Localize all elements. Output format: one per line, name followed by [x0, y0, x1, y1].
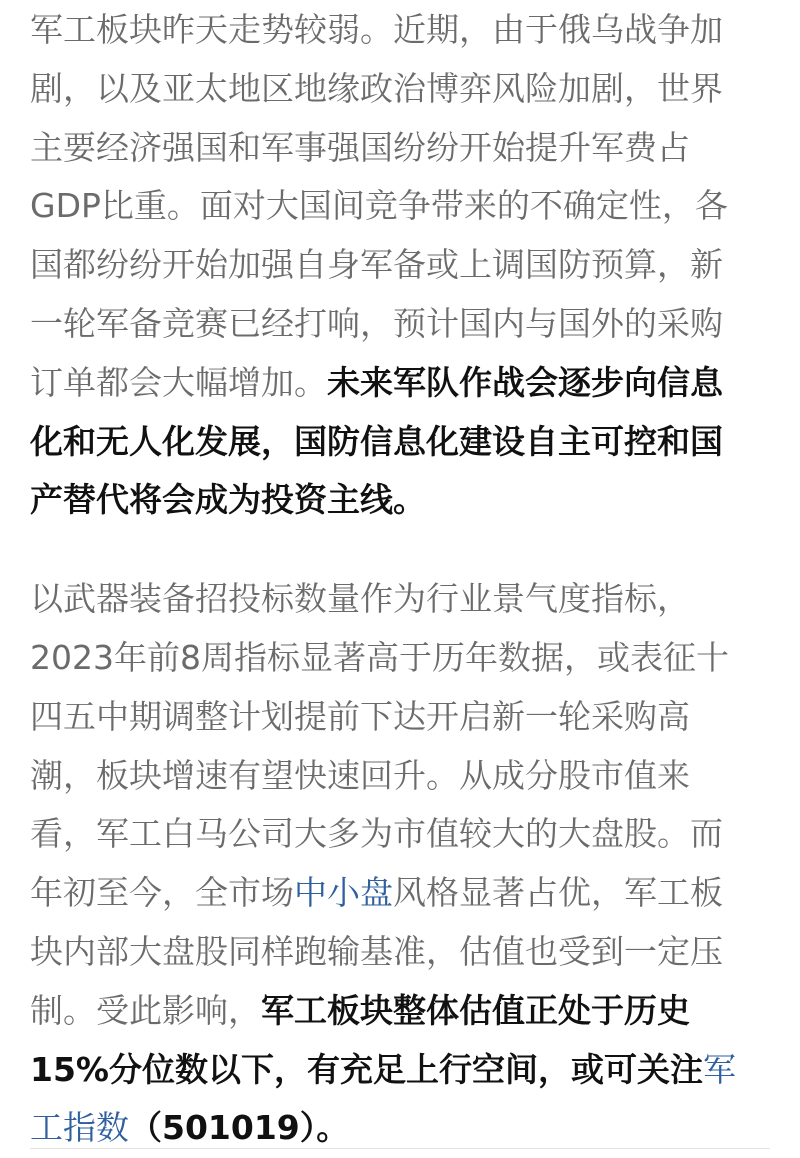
paragraph-valuation — [30, 570, 770, 1158]
paragraph-industry-outlook — [30, 1, 770, 530]
text-line: 看，军工白马公司大多为市值较大的大盘股。而 — [30, 814, 723, 854]
plain-text: 。 — [316, 1108, 350, 1148]
divider — [30, 1148, 770, 1149]
text-line: 以武器装备招投标数量作为行业景气度指标， — [30, 579, 690, 619]
article-body — [30, 0, 770, 1158]
plain-text: 制。受此影响， — [30, 990, 261, 1030]
text-line — [30, 982, 770, 1041]
military-index-link[interactable]: 军 — [703, 1049, 736, 1089]
text-line: 军工板块昨天走势较弱。近期，由于俄乌战争加 — [30, 10, 723, 49]
bold-highlight: 化和无人化发展，国防信息化建设自主可控和国 — [30, 421, 723, 461]
plain-text: 风格显著占优，军工板 — [393, 873, 723, 913]
text-line: 块内部大盘股同样跑输基准，估值也受到一定压 — [30, 931, 723, 971]
text-line — [30, 354, 770, 413]
plain-text: 订单都会大幅增加。 — [30, 362, 327, 402]
bold-highlight: 军工板块整体估值正处于历史 — [261, 990, 690, 1030]
bold-highlight: 未来军队作战会逐步向信息 — [327, 362, 723, 402]
text-line: 一轮军备竞赛已经打响，预计国内与国外的采购 — [30, 303, 723, 343]
text-line: 剧，以及亚太地区地缘政治博弈风险加剧，世界 — [30, 68, 723, 108]
plain-text: 年初至今，全市场 — [30, 873, 294, 913]
small-mid-cap-link[interactable]: 中小盘 — [294, 873, 393, 913]
text-line: GDP比重。面对大国间竞争带来的不确定性，各 — [30, 186, 728, 226]
text-line: 主要经济强国和军事强国纷纷开始提升军费占 — [30, 127, 690, 167]
bold-highlight: 15%分位数以下，有充足上行空间，或可关注 — [30, 1049, 703, 1089]
text-line: 2023年前8周指标显著高于历年数据，或表征十 — [30, 637, 729, 677]
bold-highlight: 产替代将会成为投资主线。 — [30, 480, 426, 520]
fund-code: （501019） — [129, 1108, 317, 1148]
text-line — [30, 1041, 770, 1100]
text-line: 国都纷纷开始加强自身军备或上调国防预算，新 — [30, 245, 723, 285]
text-line — [30, 1099, 770, 1158]
military-index-link[interactable]: 工指数 — [30, 1108, 129, 1148]
text-line: 四五中期调整计划提前下达开启新一轮采购高 — [30, 696, 690, 736]
text-line — [30, 864, 770, 923]
text-line: 潮，板块增速有望快速回升。从成分股市值来 — [30, 755, 690, 795]
